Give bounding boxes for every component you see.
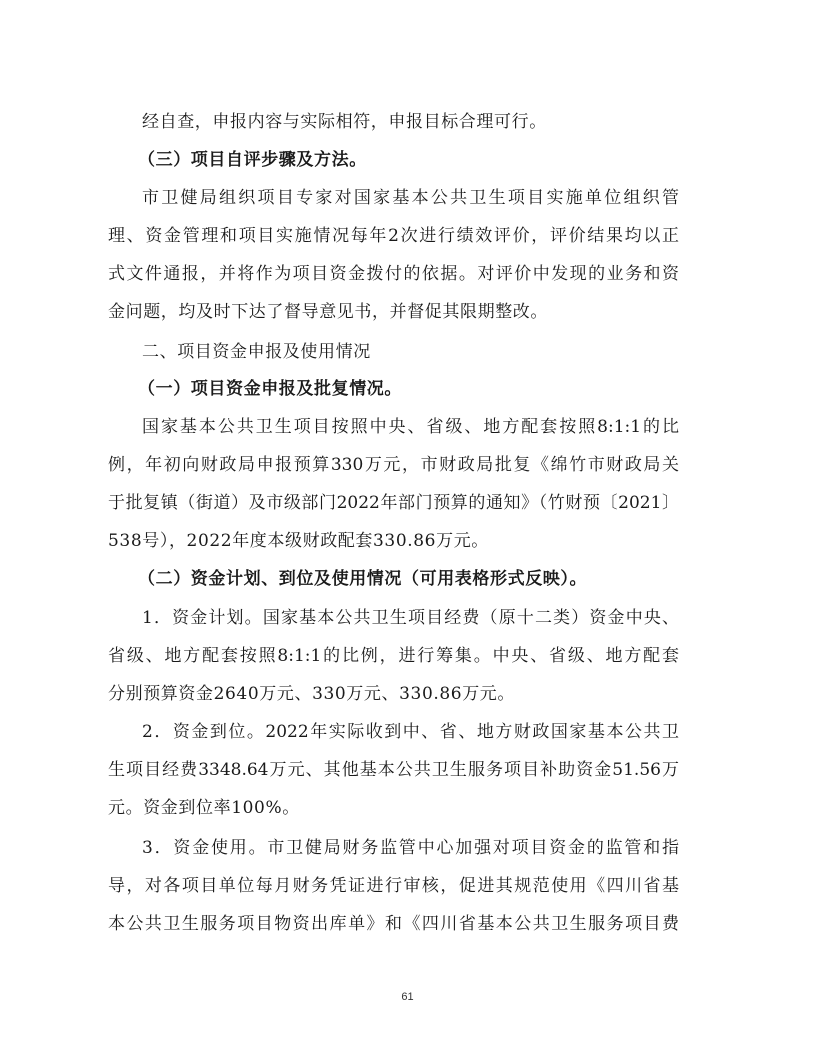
paragraph-line: 市卫健局组织项目专家对国家基本公共卫生项目实施单位组织管 (142, 188, 679, 208)
paragraph-line: 元。资金到位率100%。 (108, 798, 300, 818)
paragraph-line: 金问题，均及时下达了督导意见书，并督促其限期整改。 (108, 302, 548, 322)
paragraph-line: 理、资金管理和项目实施情况每年2次进行绩效评价，评价结果均以正 (108, 226, 679, 246)
paragraph-line: 本公共卫生服务项目物资出库单》和《四川省基本公共卫生服务项目费 (108, 914, 679, 934)
paragraph-line: 3．资金使用。市卫健局财务监管中心加强对项目资金的监管和指 (142, 838, 679, 858)
paragraph-line: 省级、地方配套按照8:1:1的比例，进行筹集。中央、省级、地方配套 (108, 646, 679, 666)
section-heading: （一）项目资金申报及批复情况。 (138, 379, 402, 399)
paragraph-line: 例，年初向财政局申报预算330万元，市财政局批复《绵竹市财政局关 (108, 455, 679, 475)
paragraph-line: 538号），2022年度本级财政配套330.86万元。 (108, 531, 489, 551)
paragraph-line: 2．资金到位。2022年实际收到中、省、地方财政国家基本公共卫 (142, 722, 679, 742)
paragraph-line: 1．资金计划。国家基本公共卫生项目经费（原十二类）资金中央、 (142, 608, 679, 628)
page-number: 61 (401, 991, 414, 1003)
section-heading: （二）资金计划、到位及使用情况（可用表格形式反映）。 (138, 569, 588, 589)
paragraph-line: 国家基本公共卫生项目按照中央、省级、地方配套按照8:1:1的比 (142, 417, 679, 437)
paragraph-line: 式文件通报，并将作为项目资金拨付的依据。对评价中发现的业务和资 (108, 264, 679, 284)
paragraph-line: 经自查，申报内容与实际相符，申报目标合理可行。 (142, 112, 547, 132)
section-heading: （三）项目自评步骤及方法。 (138, 150, 367, 170)
paragraph-line: 于批复镇（街道）及市级部门2022年部门预算的通知》（竹财预〔2021〕 (108, 493, 679, 513)
section-heading: 二、项目资金申报及使用情况 (142, 342, 371, 362)
paragraph-line: 分别预算资金2640万元、330万元、330.86万元。 (108, 684, 515, 704)
paragraph-line: 生项目经费3348.64万元、其他基本公共卫生服务项目补助资金51.56万 (108, 760, 679, 780)
paragraph-line: 导，对各项目单位每月财务凭证进行审核，促进其规范使用《四川省基 (108, 876, 679, 896)
